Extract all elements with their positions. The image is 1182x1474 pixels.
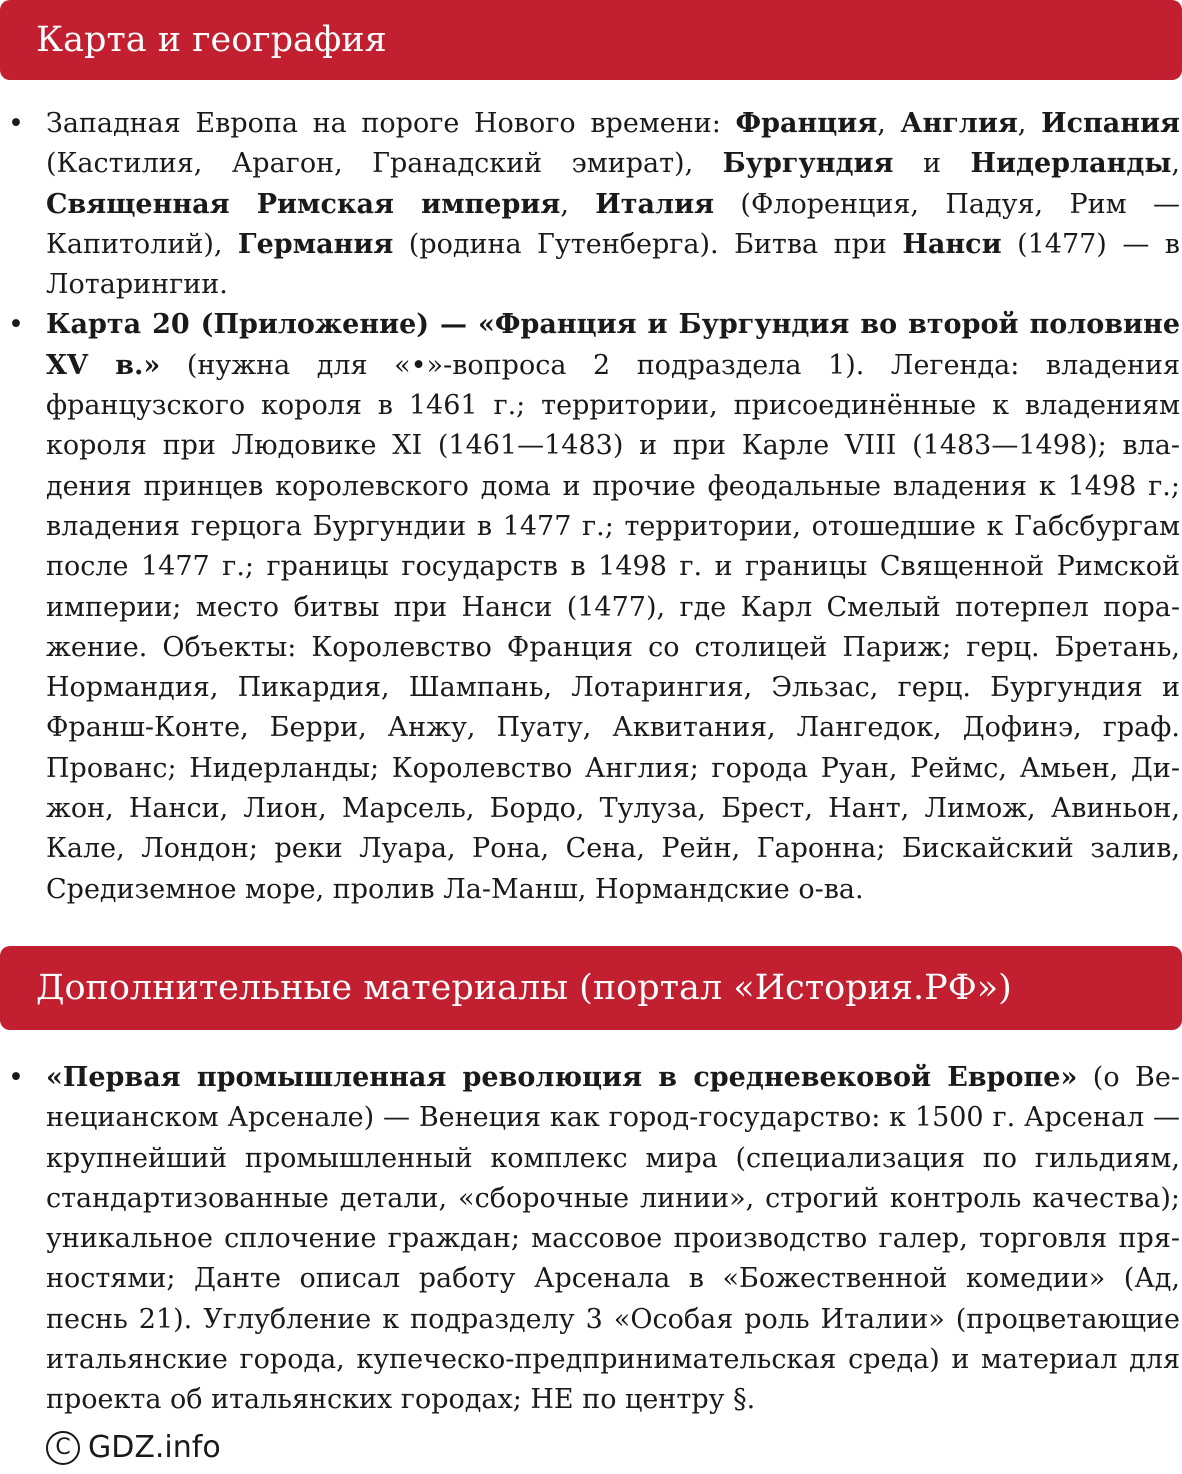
bold-term: Священная Римская империя [46, 188, 561, 220]
bold-term: «Первая промышленная революция в средневековой Европе» [46, 1062, 1078, 1093]
list-item-text [46, 108, 1180, 300]
copyright-text: GDZ.info [88, 1430, 221, 1465]
copyright-icon: C [46, 1431, 80, 1465]
list-item [0, 104, 1182, 305]
bullet-list-additional-materials [0, 1058, 1182, 1421]
text-run: и [893, 148, 971, 180]
text-run: , [877, 108, 901, 139]
text-run: (родина Гутенберга). Битва при [393, 228, 903, 260]
section-title: Дополнительные материалы (портал «История.РФ») [36, 968, 1012, 1008]
bullet-icon: • [8, 309, 24, 341]
text-run: , [1017, 108, 1042, 139]
text-run: (Флоренция, Падуя, Рим — Капитолий), [46, 188, 1180, 260]
bold-term: Бургундия [722, 148, 894, 180]
bold-term: Италия [595, 188, 715, 220]
copyright-footer [46, 1430, 221, 1465]
text-run: , [560, 188, 596, 220]
text-run: Западная Европа на пороге Нового времени: [46, 108, 736, 139]
list-item-text [46, 309, 1180, 904]
bullet-icon: • [8, 108, 24, 139]
section-header-map-geography [0, 0, 1182, 80]
bold-term: Франция [735, 108, 878, 139]
bold-term: Нанси [902, 228, 1002, 260]
bullet-list-map-geography [0, 104, 1182, 910]
text-run: (о Венецианском Арсенале) — Венеция как город-государство: к 1500 г. Арсенал — крупнейший промышленный комплекс мира (специализация по гильдиям, стандартизованные детали, «сборочные линии», строгий контроль качества); уникальное сплочение граждан; массовое производство галер, торговля пряностями; Данте описал работу Арсенала в «Божественной комедии» (Ад, песнь 21). Углубление к подразделу 3 «Особая роль Италии» (процветающие итальянские города, купеческо-предпринимательская среда) и материал для проекта об итальянских городах; НЕ по центру §. [46, 1062, 1180, 1416]
bullet-icon: • [8, 1062, 24, 1093]
text-run: , [1171, 148, 1180, 180]
bold-term: Испания [1041, 108, 1181, 139]
bold-term: Германия [237, 228, 394, 260]
list-item [0, 1058, 1182, 1421]
list-item-text [46, 1062, 1180, 1415]
text-run: (нужна для «•»-вопроса 2 подраздела 1). Легенда: владения французского короля в 1461 г.; территории, присоединённые к владениям короля при Людовике XI (1461—1483) и при Карле VIII (1483—1498); владения принцев королевского дома и прочие феодальные владения к 1498 г.; владения герцога Бургундии в 1477 г.; территории, отошедшие к Габсбургам после 1477 г.; границы государств в 1498 г. и границы Священной Римской империи; место битвы при Нанси (1477), где Карл Смелый потерпел поражение. Объекты: Королевство Франция со столицей Париж; герц. Бретань, Нормандия, Пикардия, Шампань, Лотарингия, Эльзас, герц. Бургундия и Франш-Конте, Берри, Анжу, Пуату, Аквитания, Лангедок, Дофинэ, граф. Прованс; Нидерланды; Королевство Англия; города Руан, Реймс, Амьен, Дижон, Нанси, Лион, Марсель, Бордо, Тулуза, Брест, Нант, Лимож, Авиньон, Кале, Лондон; реки Луара, Рона, Сена, Рейн, Гаронна; Бискайский залив, Средиземное море, пролив Ла-Манш, Нормандские о-ва. [46, 349, 1180, 905]
text-run: (1477) — в Лотарингии. [46, 228, 1180, 301]
bold-term: Англия [900, 108, 1018, 139]
bold-term: Нидерланды [970, 148, 1172, 180]
bold-term: Карта 20 (Приложение) — «Франция и Бургундия во второй половине XV в.» [46, 309, 1180, 381]
text-run: (Кастилия, Арагон, Гранадский эмират), [46, 148, 723, 180]
section-title: Карта и география [36, 20, 387, 60]
list-item [0, 305, 1182, 909]
section-header-additional-materials [0, 946, 1182, 1030]
